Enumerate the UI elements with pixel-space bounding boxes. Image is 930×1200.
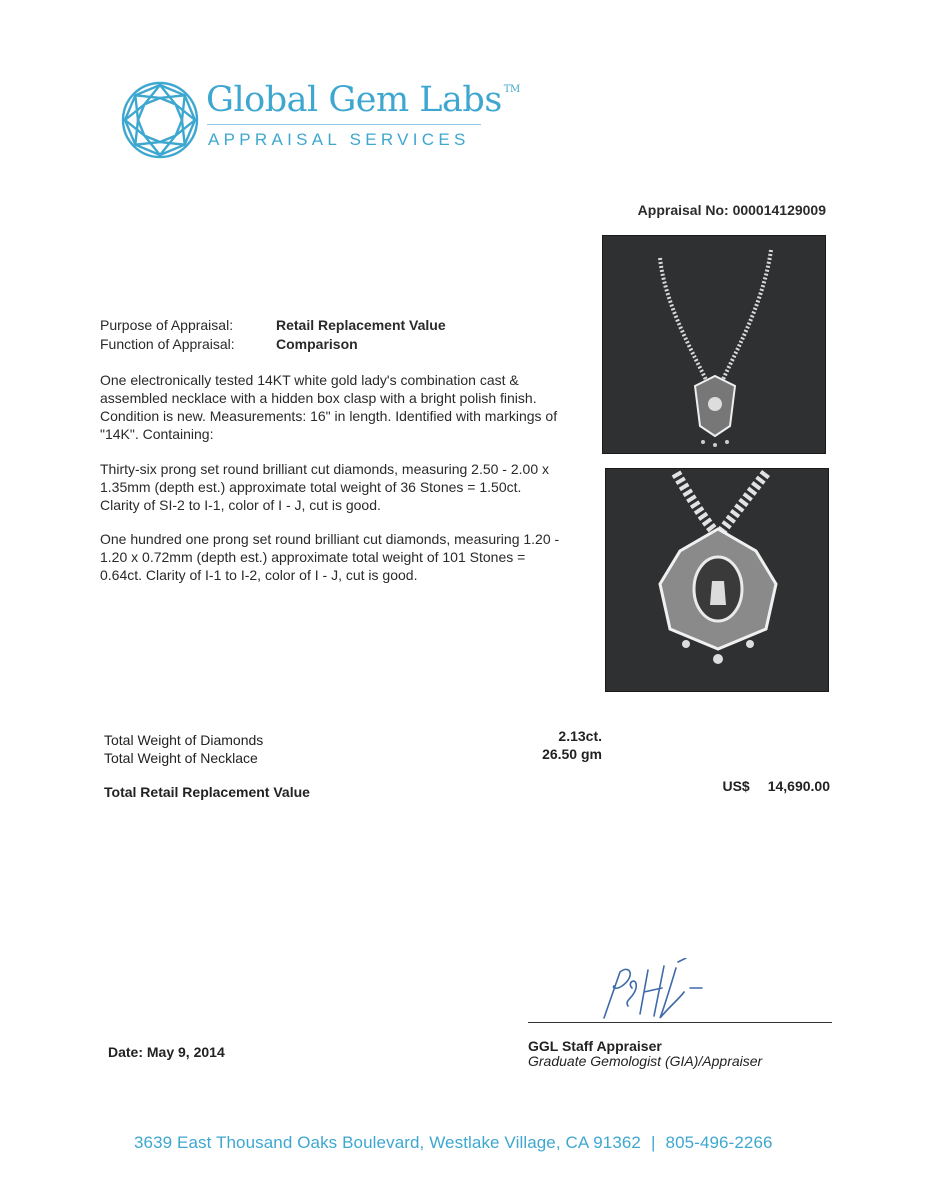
footer-contact	[134, 1133, 773, 1153]
diamond-weight-label: Total Weight of Diamonds	[104, 732, 264, 748]
item-description: One electronically tested 14KT white gold lady's combination cast & assembled necklace with a hidden box clasp with a bright polish finish. Condition is new. Measurements: 16" in length. Identified with markings of "14K". Containing:	[100, 372, 558, 442]
signature-line	[528, 1022, 832, 1023]
necklace-weight-value: 26.50 gm	[542, 746, 602, 762]
appraisal-number: Appraisal No: 000014129009	[637, 202, 826, 218]
brand-divider	[207, 124, 481, 125]
retail-value-label: Total Retail Replacement Value	[104, 784, 310, 800]
necklace-photo-closeup	[605, 468, 829, 692]
diamond-group-2: One hundred one prong set round brilliant cut diamonds, measuring 1.20 - 1.20 x 0.72mm (depth est.) approximate total weight of 101 Stones = 0.64ct. Clarity of I-1 to I-2, color of I - J, cut is good.	[100, 531, 560, 583]
retail-value: US$ 14,690.00	[722, 778, 830, 794]
diamond-logo-icon	[120, 80, 200, 160]
purpose-row: Purpose of Appraisal: Retail Replacement Value	[100, 317, 446, 333]
brand-name: Global Gem Labs ™	[206, 80, 520, 120]
appraiser-title: Graduate Gemologist (GIA)/Appraiser	[528, 1053, 763, 1069]
footer-separator: |	[650, 1133, 656, 1152]
signature-image	[590, 958, 720, 1028]
appraisal-date: Date: May 9, 2014	[108, 1044, 225, 1060]
brand-subtitle: APPRAISAL SERVICES	[208, 130, 470, 149]
footer-address: 3639 East Thousand Oaks Boulevard, Westlake Village, CA 91362	[134, 1133, 641, 1152]
necklace-weight-label: Total Weight of Necklace	[104, 750, 258, 766]
necklace-photo-full	[602, 235, 826, 454]
footer-phone: 805-496-2266	[665, 1133, 773, 1152]
trademark-mark: TM	[503, 84, 520, 95]
diamond-group-1: Thirty-six prong set round brilliant cut diamonds, measuring 2.50 - 2.00 x 1.35mm (depth est.) approximate total weight of 36 Stones = 1.50ct. Clarity of SI-2 to I-1, color of I - J, cut is good.	[100, 461, 549, 513]
diamond-weight-value: 2.13ct.	[558, 728, 602, 744]
appraiser-name: GGL Staff Appraiser	[528, 1038, 662, 1054]
function-row: Function of Appraisal: Comparison	[100, 336, 358, 352]
